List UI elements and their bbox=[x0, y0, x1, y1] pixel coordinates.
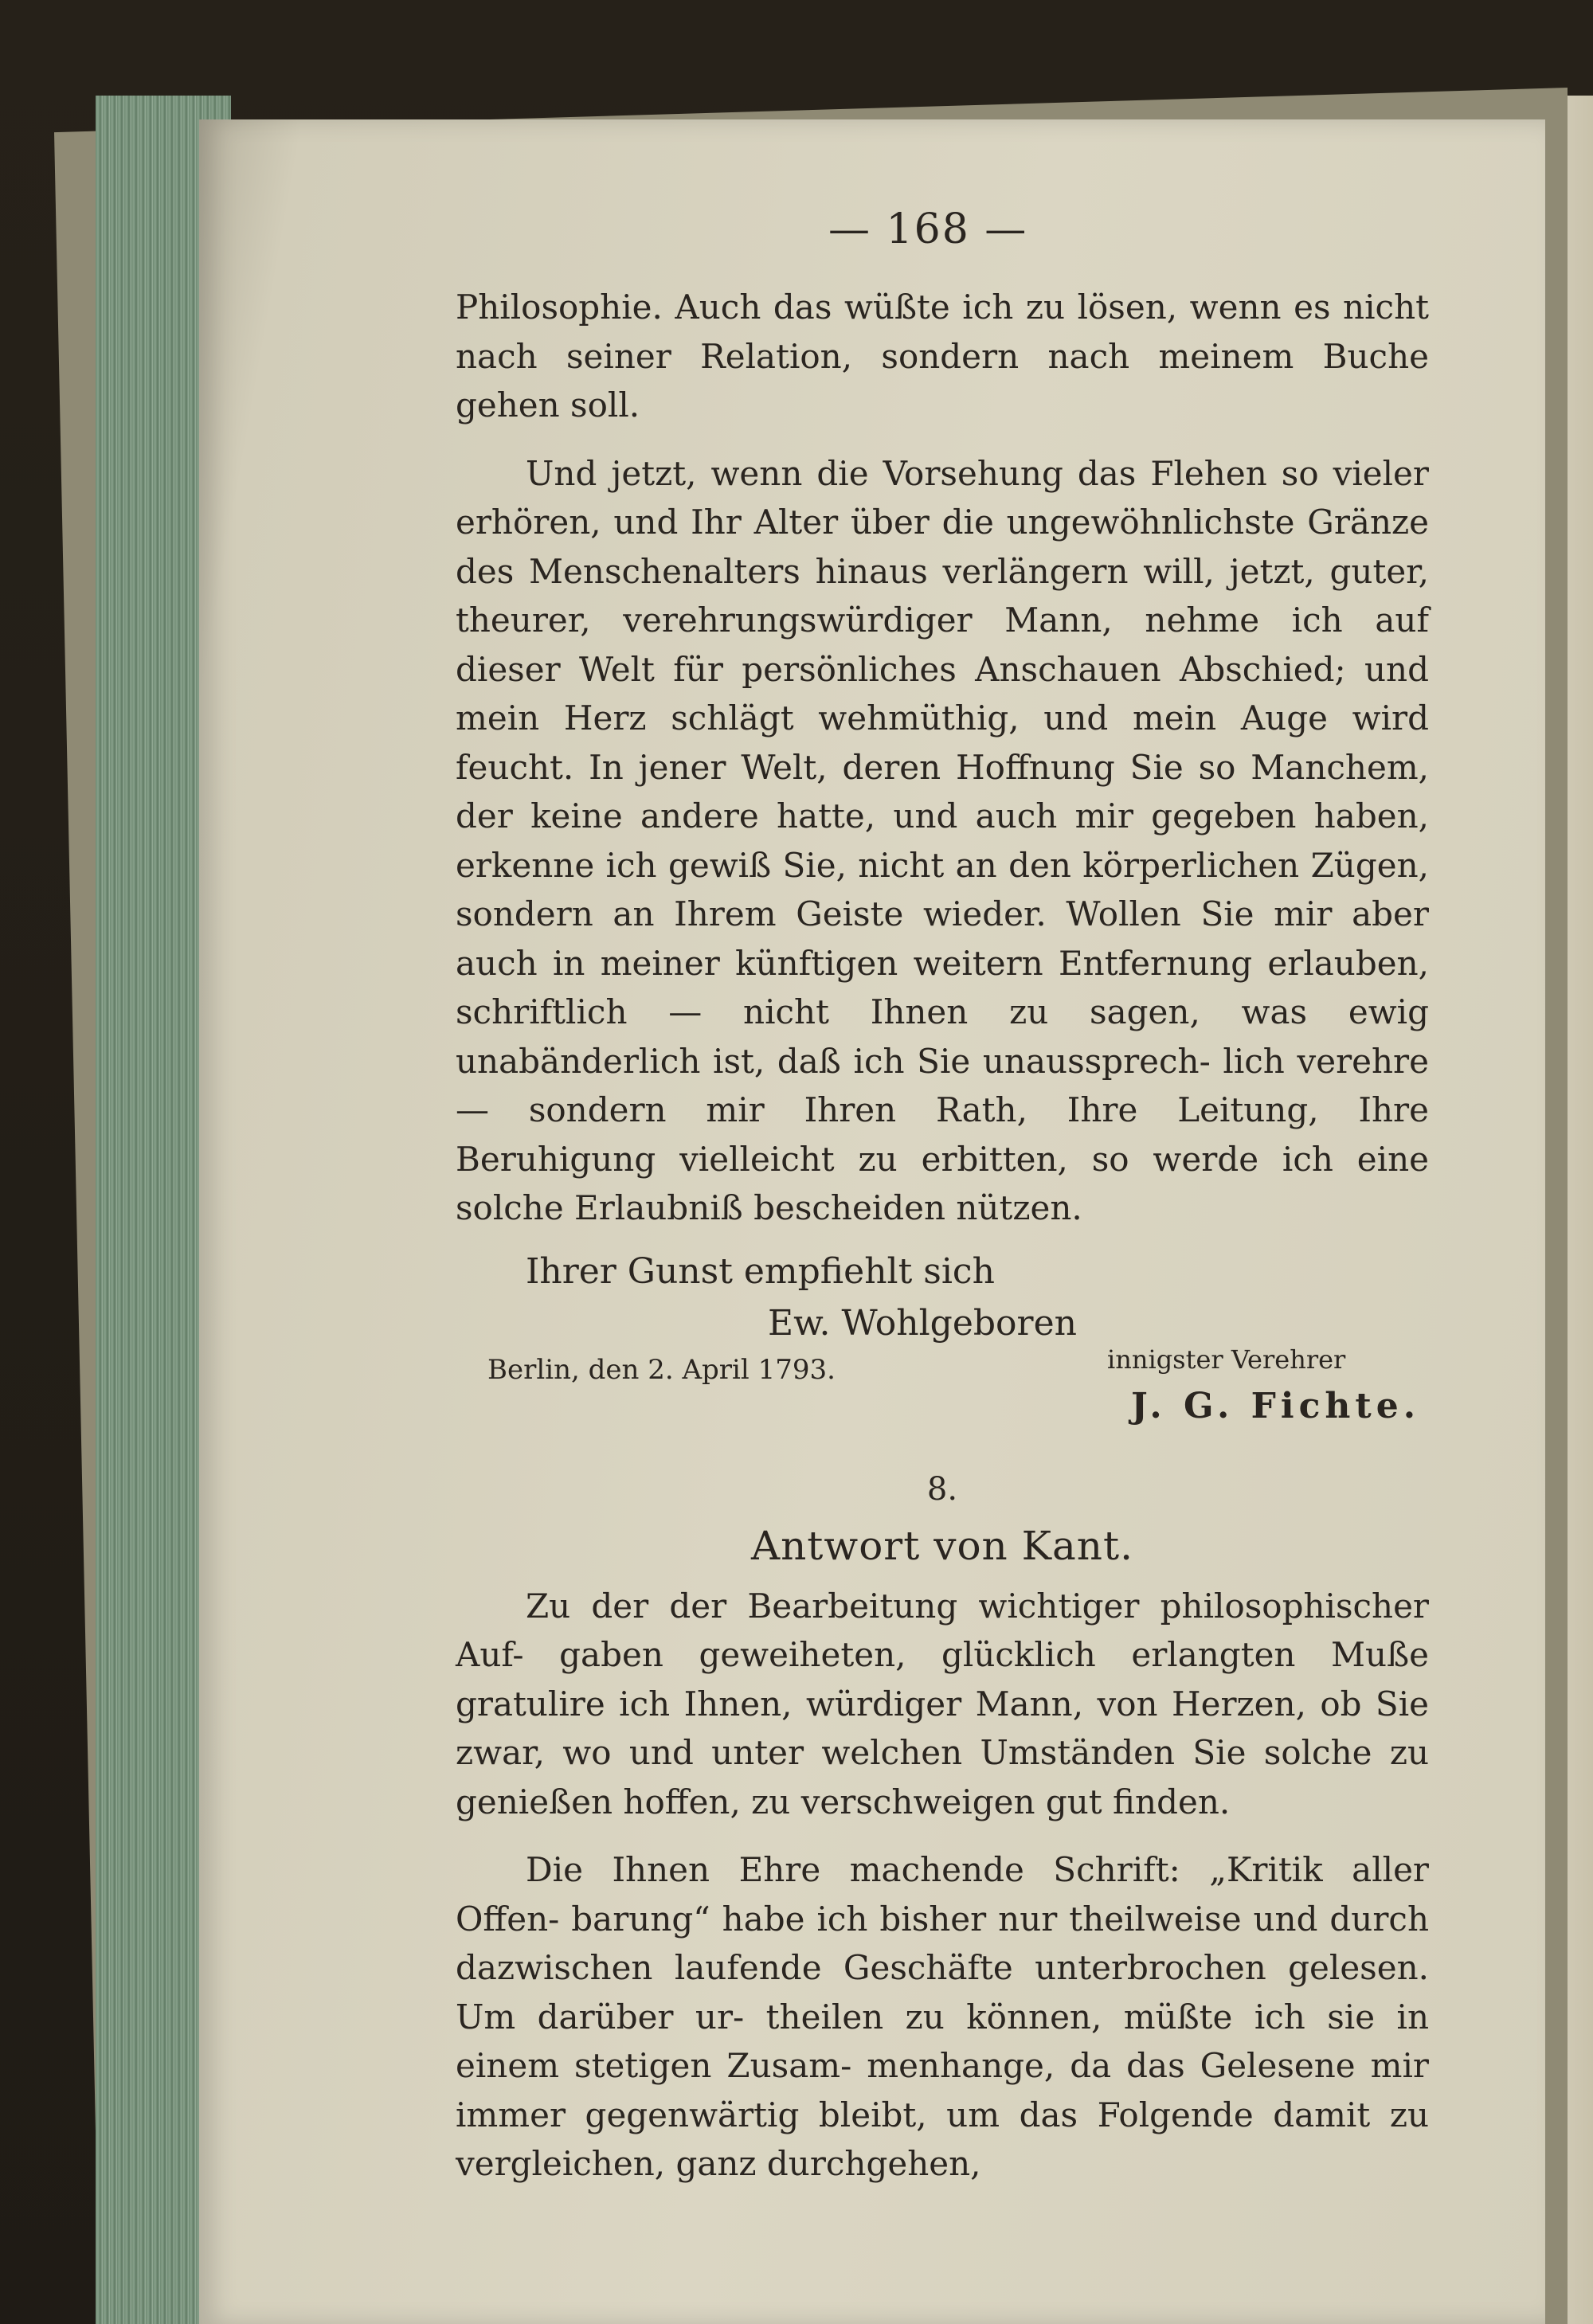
section-body bbox=[456, 1582, 1429, 2189]
section-paragraph-2: Die Ihnen Ehre machende Schrift: „Kritik aller Offen- barung“ habe ich bisher nur theilweise und durch dazwischen laufende Geschäfte unterbrochen gelesen. Um darüber ur- theilen zu können, müßte ich sie in einem stetigen Zusam- menhange, da das Gelesene mir immer gegenwärtig bleibt, um das Folgende damit zu vergleichen, ganz durchgehen, bbox=[456, 1850, 1429, 2183]
salutation-line: Ew. Wohlgeboren bbox=[768, 1302, 1077, 1344]
signature-block bbox=[456, 1344, 1429, 1443]
letter-paragraph-2: Und jetzt, wenn die Vorsehung das Flehen so vieler erhören, und Ihr Alter über die ungewöhnlichste Gränze des Menschenalters hinaus verlängern will, jetzt, guter, theurer, verehrungswürdiger Mann, nehme ich auf dieser Welt für persönliches Anschauen Abschied; und mein Herz schlägt wehmüthig, und mein Auge wird feucht. In jener Welt, deren Hoffnung Sie so Manchem, der keine andere hatte, und auch mir gegeben haben, erkenne ich gewiß Sie, nicht an den körperlichen Zügen, sondern an Ihrem Geiste wieder. Wollen Sie mir aber auch in meiner künftigen weitern Entfernung erlauben, schriftlich — nicht Ihnen zu sagen, was ewig unabänderlich ist, daß ich Sie unaussprech- lich verehre — sondern mir Ihren Rath, Ihre Leitung, Ihre Beruhigung vielleicht zu erbitten, so werde ich eine solche Erlaubniß bescheiden nützen. bbox=[456, 453, 1429, 1227]
page-text bbox=[456, 283, 1429, 2189]
page-number: — 168 — bbox=[828, 205, 1028, 253]
signature-name: J. G. Fichte. bbox=[1131, 1385, 1421, 1426]
section-number: 8. bbox=[926, 1470, 958, 1508]
letter-paragraph-1: Philosophie. Auch das wüßte ich zu lösen, wenn es nicht nach seiner Relation, sondern nach meinem Buche gehen soll. bbox=[456, 288, 1429, 425]
section-title: Antwort von Kant. bbox=[751, 1522, 1133, 1569]
closing-line: Ihrer Gunst empfiehlt sich bbox=[526, 1250, 995, 1292]
signature-title: innigster Verehrer bbox=[1107, 1344, 1346, 1375]
section-paragraph-1: Zu der der Bearbeitung wichtiger philosophischer Auf- gaben geweiheten, glücklich erlangten Muße gratulire ich Ihnen, würdiger Mann, von Herzen, ob Sie zwar, wo und unter welchen Umständen Sie solche zu genießen hoffen, zu verschweigen gut finden. bbox=[456, 1586, 1429, 1821]
date-line: Berlin, den 2. April 1793. bbox=[487, 1353, 836, 1386]
